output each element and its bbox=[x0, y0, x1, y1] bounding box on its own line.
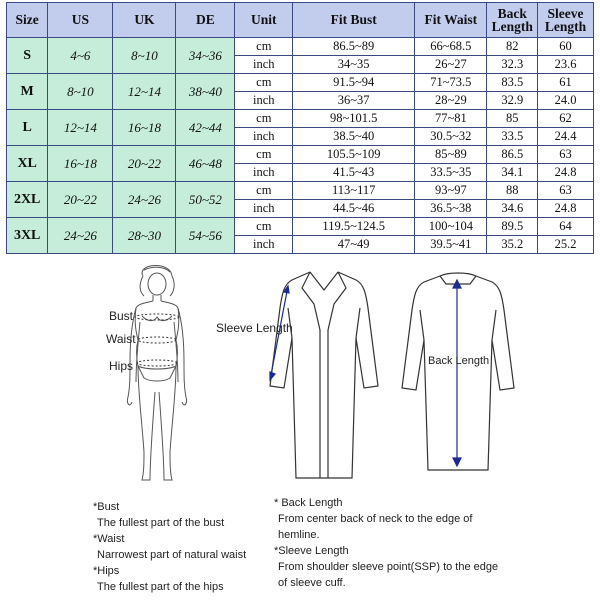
note-back-term: * Back Length bbox=[274, 497, 343, 509]
unit-inch-cell: inch bbox=[235, 56, 293, 74]
note-waist-desc: Narrowest part of natural waist bbox=[97, 548, 247, 561]
header-us: US bbox=[48, 3, 113, 38]
sleeve-length-label: Sleeve Length bbox=[216, 321, 293, 335]
sleeve-cm-cell: 63 bbox=[538, 182, 594, 200]
bust-inch-cell: 38.5~40 bbox=[293, 128, 415, 146]
table-row bbox=[7, 182, 594, 200]
back-cm-cell: 88 bbox=[487, 182, 538, 200]
header-sleeve-length-line1: Sleeve bbox=[547, 5, 584, 21]
note-sleeve-desc-2: of sleeve cuff. bbox=[278, 576, 346, 589]
note-sleeve-desc-1: From shoulder sleeve point(SSP) to the edge bbox=[278, 560, 499, 573]
back-length-label: Back Length bbox=[428, 355, 490, 367]
table-row bbox=[7, 38, 594, 56]
bust-inch-cell: 47~49 bbox=[293, 236, 415, 254]
waist-cm-cell: 93~97 bbox=[415, 182, 487, 200]
note-waist-term: *Waist bbox=[93, 532, 125, 545]
unit-inch-cell: inch bbox=[235, 200, 293, 218]
de-size-cell: 42~44 bbox=[176, 110, 235, 146]
back-cm-cell: 83.5 bbox=[487, 74, 538, 92]
sleeve-cm-cell: 63 bbox=[538, 146, 594, 164]
us-size-cell: 4~6 bbox=[48, 38, 113, 74]
note-hips-term: *Hips bbox=[93, 564, 120, 577]
unit-inch-cell: inch bbox=[235, 164, 293, 182]
bust-cm-cell: 113~117 bbox=[293, 182, 415, 200]
back-inch-cell: 32.9 bbox=[487, 92, 538, 110]
bust-label: Bust bbox=[109, 309, 134, 323]
bust-cm-cell: 98~101.5 bbox=[293, 110, 415, 128]
bust-inch-cell: 41.5~43 bbox=[293, 164, 415, 182]
waist-cm-cell: 71~73.5 bbox=[415, 74, 487, 92]
de-size-cell: 46~48 bbox=[176, 146, 235, 182]
bust-inch-cell: 44.5~46 bbox=[293, 200, 415, 218]
table-header-row bbox=[7, 3, 594, 38]
size-cell: M bbox=[7, 74, 48, 110]
sleeve-cm-cell: 60 bbox=[538, 38, 594, 56]
uk-size-cell: 16~18 bbox=[113, 110, 176, 146]
table-row bbox=[7, 74, 594, 92]
note-sleeve-term: *Sleeve Length bbox=[274, 544, 349, 557]
body-measurement-figure bbox=[100, 262, 210, 487]
size-cell: S bbox=[7, 38, 48, 74]
size-cell: 3XL bbox=[7, 218, 48, 254]
coat-front-figure bbox=[262, 268, 387, 493]
unit-cm-cell: cm bbox=[235, 218, 293, 236]
hips-line-icon bbox=[137, 360, 177, 366]
sleeve-cm-cell: 62 bbox=[538, 110, 594, 128]
bust-inch-cell: 34~35 bbox=[293, 56, 415, 74]
back-inch-cell: 33.5 bbox=[487, 128, 538, 146]
uk-size-cell: 20~22 bbox=[113, 146, 176, 182]
header-fit-waist: Fit Waist bbox=[415, 3, 487, 38]
header-size: Size bbox=[7, 3, 48, 38]
uk-size-cell: 12~14 bbox=[113, 74, 176, 110]
sleeve-inch-cell: 24.8 bbox=[538, 164, 594, 182]
unit-cm-cell: cm bbox=[235, 182, 293, 200]
uk-size-cell: 24~26 bbox=[113, 182, 176, 218]
bust-cm-cell: 91.5~94 bbox=[293, 74, 415, 92]
sleeve-inch-cell: 23.6 bbox=[538, 56, 594, 74]
back-cm-cell: 86.5 bbox=[487, 146, 538, 164]
header-uk: UK bbox=[113, 3, 176, 38]
us-size-cell: 8~10 bbox=[48, 74, 113, 110]
waist-line-icon bbox=[138, 337, 176, 343]
note-back-desc-1: From center back of neck to the edge of bbox=[278, 512, 473, 525]
de-size-cell: 34~36 bbox=[176, 38, 235, 74]
unit-inch-cell: inch bbox=[235, 92, 293, 110]
size-cell: 2XL bbox=[7, 182, 48, 218]
waist-inch-cell: 26~27 bbox=[415, 56, 487, 74]
waist-inch-cell: 28~29 bbox=[415, 92, 487, 110]
note-hips-desc: The fullest part of the hips bbox=[97, 580, 224, 593]
hips-label: Hips bbox=[109, 359, 134, 373]
us-size-cell: 24~26 bbox=[48, 218, 113, 254]
waist-label: Waist bbox=[106, 332, 136, 346]
unit-cm-cell: cm bbox=[235, 74, 293, 92]
unit-cm-cell: cm bbox=[235, 38, 293, 56]
back-cm-cell: 82 bbox=[487, 38, 538, 56]
header-sleeve-length-line2: Length bbox=[544, 19, 587, 34]
waist-inch-cell: 39.5~41 bbox=[415, 236, 487, 254]
header-unit: Unit bbox=[235, 3, 293, 38]
coat-back-figure bbox=[396, 270, 521, 495]
de-size-cell: 54~56 bbox=[176, 218, 235, 254]
note-back-desc-2: hemline. bbox=[278, 528, 320, 541]
uk-size-cell: 8~10 bbox=[113, 38, 176, 74]
table-row bbox=[7, 218, 594, 236]
bust-cm-cell: 105.5~109 bbox=[293, 146, 415, 164]
waist-cm-cell: 77~81 bbox=[415, 110, 487, 128]
bust-inch-cell: 36~37 bbox=[293, 92, 415, 110]
sleeve-inch-cell: 24.0 bbox=[538, 92, 594, 110]
sleeve-arrow-head-bottom bbox=[270, 372, 275, 380]
unit-cm-cell: cm bbox=[235, 110, 293, 128]
sleeve-cm-cell: 64 bbox=[538, 218, 594, 236]
header-fit-bust: Fit Bust bbox=[293, 3, 415, 38]
back-inch-cell: 34.6 bbox=[487, 200, 538, 218]
body-notes bbox=[93, 500, 246, 596]
sleeve-inch-cell: 24.4 bbox=[538, 128, 594, 146]
sleeve-inch-cell: 24.8 bbox=[538, 200, 594, 218]
unit-inch-cell: inch bbox=[235, 236, 293, 254]
note-bust-term: *Bust bbox=[93, 501, 120, 513]
waist-inch-cell: 30.5~32 bbox=[415, 128, 487, 146]
header-back-length-line2: Length bbox=[491, 19, 533, 34]
bust-cm-cell: 119.5~124.5 bbox=[293, 218, 415, 236]
us-size-cell: 20~22 bbox=[48, 182, 113, 218]
us-size-cell: 12~14 bbox=[48, 110, 113, 146]
de-size-cell: 38~40 bbox=[176, 74, 235, 110]
sleeve-cm-cell: 61 bbox=[538, 74, 594, 92]
size-cell: XL bbox=[7, 146, 48, 182]
unit-inch-cell: inch bbox=[235, 128, 293, 146]
us-size-cell: 16~18 bbox=[48, 146, 113, 182]
bust-cm-cell: 86.5~89 bbox=[293, 38, 415, 56]
header-de: DE bbox=[176, 3, 235, 38]
back-inch-cell: 34.1 bbox=[487, 164, 538, 182]
waist-cm-cell: 100~104 bbox=[415, 218, 487, 236]
waist-cm-cell: 85~89 bbox=[415, 146, 487, 164]
unit-cm-cell: cm bbox=[235, 146, 293, 164]
waist-cm-cell: 66~68.5 bbox=[415, 38, 487, 56]
header-back-length bbox=[487, 3, 538, 38]
de-size-cell: 50~52 bbox=[176, 182, 235, 218]
header-sleeve-length bbox=[538, 3, 594, 38]
uk-size-cell: 28~30 bbox=[113, 218, 176, 254]
size-cell: L bbox=[7, 110, 48, 146]
sleeve-inch-cell: 25.2 bbox=[538, 236, 594, 254]
waist-inch-cell: 33.5~35 bbox=[415, 164, 487, 182]
table-row bbox=[7, 146, 594, 164]
note-bust-desc: The fullest part of the bust bbox=[97, 516, 225, 529]
header-back-length-line1: Back bbox=[497, 5, 527, 21]
back-cm-cell: 89.5 bbox=[487, 218, 538, 236]
table-body bbox=[7, 38, 594, 254]
garment-notes bbox=[274, 496, 498, 592]
table-row bbox=[7, 110, 594, 128]
waist-inch-cell: 36.5~38 bbox=[415, 200, 487, 218]
back-inch-cell: 35.2 bbox=[487, 236, 538, 254]
back-inch-cell: 32.3 bbox=[487, 56, 538, 74]
back-arrow-head-bottom bbox=[453, 458, 461, 466]
size-chart-table bbox=[6, 2, 594, 254]
back-cm-cell: 85 bbox=[487, 110, 538, 128]
